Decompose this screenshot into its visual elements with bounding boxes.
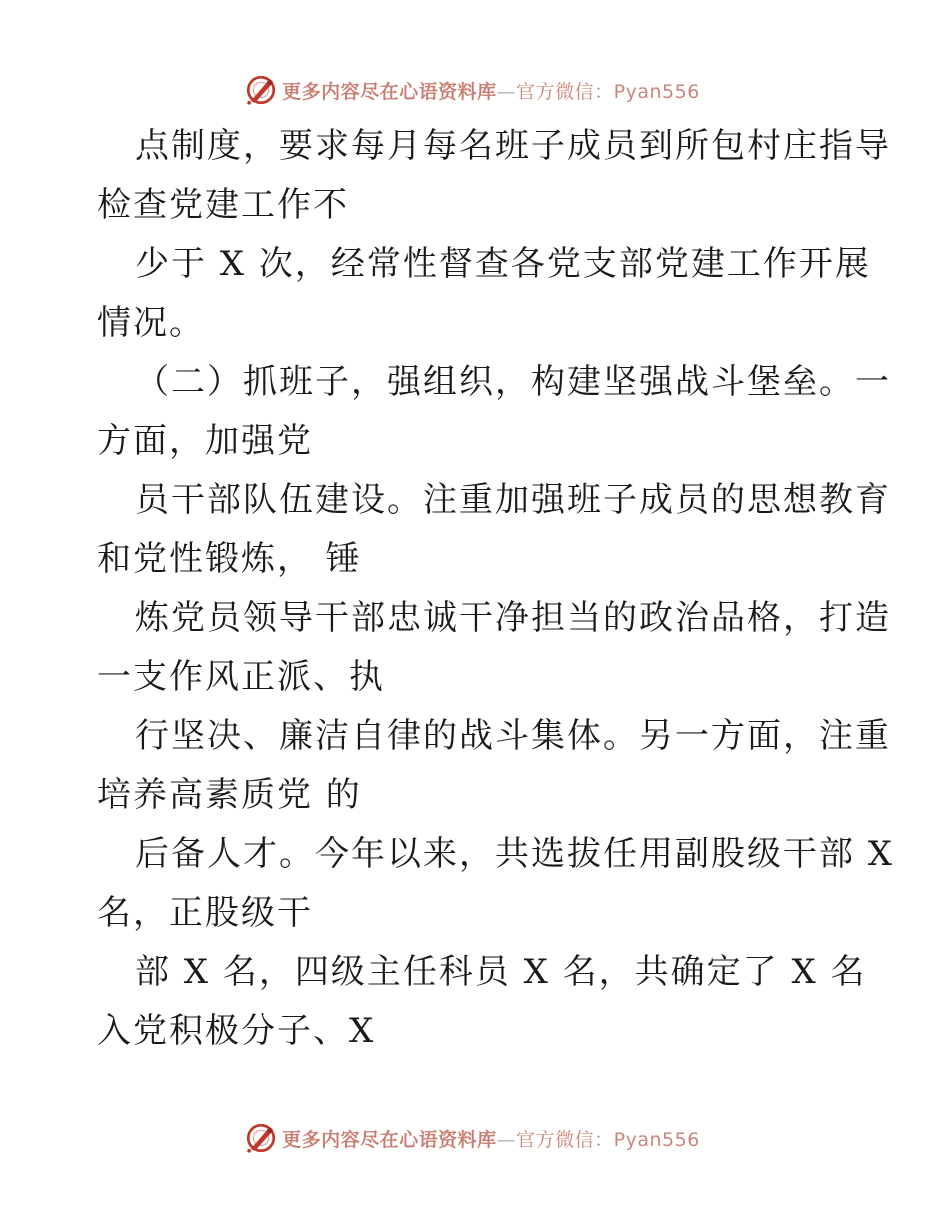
text-line: 行坚决、廉洁自律的战斗集体。另一方面，注重 [135,716,891,756]
banner-inner [244,73,700,107]
text-line: （二）抓班子，强组织，构建坚强战斗堡垒。一 [135,362,891,402]
banner-brand: 更多内容尽在心语资料库 [282,1128,497,1151]
banner-inner [244,1121,700,1155]
banner-separator: — [496,80,517,103]
text-line: 少于 X 次，经常性督查各党支部党建工作开展 [135,244,871,284]
footer-banner [0,1118,950,1158]
text-line: 部 X 名，四级主任科员 X 名，共确定了 X 名 [135,952,867,992]
text-line: 方面，加强党 [97,421,313,461]
pen-circle-logo-icon [244,73,278,107]
document-body [97,117,895,1061]
text-line: 点制度，要求每月每名班子成员到所包村庄指导 [135,126,891,166]
banner-text [282,77,700,104]
text-line: 名，正股级干 [97,893,313,933]
text-line: 员干部队伍建设。注重加强班子成员的思想教育 [135,480,891,520]
banner-wechat: 官方微信：Pyan556 [516,1128,700,1151]
text-line: 炼党员领导干部忠诚干净担当的政治品格，打造 [135,598,891,638]
text-line: 入党积极分子、X [97,1011,376,1051]
banner-separator: — [496,1128,517,1151]
text-line: 培养高素质党 的 [97,775,362,815]
banner-text [282,1125,700,1152]
text-line: 一支作风正派、执 [97,657,385,697]
text-line: 情况。 [97,303,205,343]
text-line: 检查党建工作不 [97,185,349,225]
text-line: 后备人才。今年以来，共选拔任用副股级干部 X [135,834,895,874]
pen-circle-logo-icon [244,1121,278,1155]
banner-wechat: 官方微信：Pyan556 [516,80,700,103]
text-line: 和党性锻炼， 锤 [97,539,362,579]
banner-brand: 更多内容尽在心语资料库 [282,80,497,103]
header-banner [0,70,950,110]
